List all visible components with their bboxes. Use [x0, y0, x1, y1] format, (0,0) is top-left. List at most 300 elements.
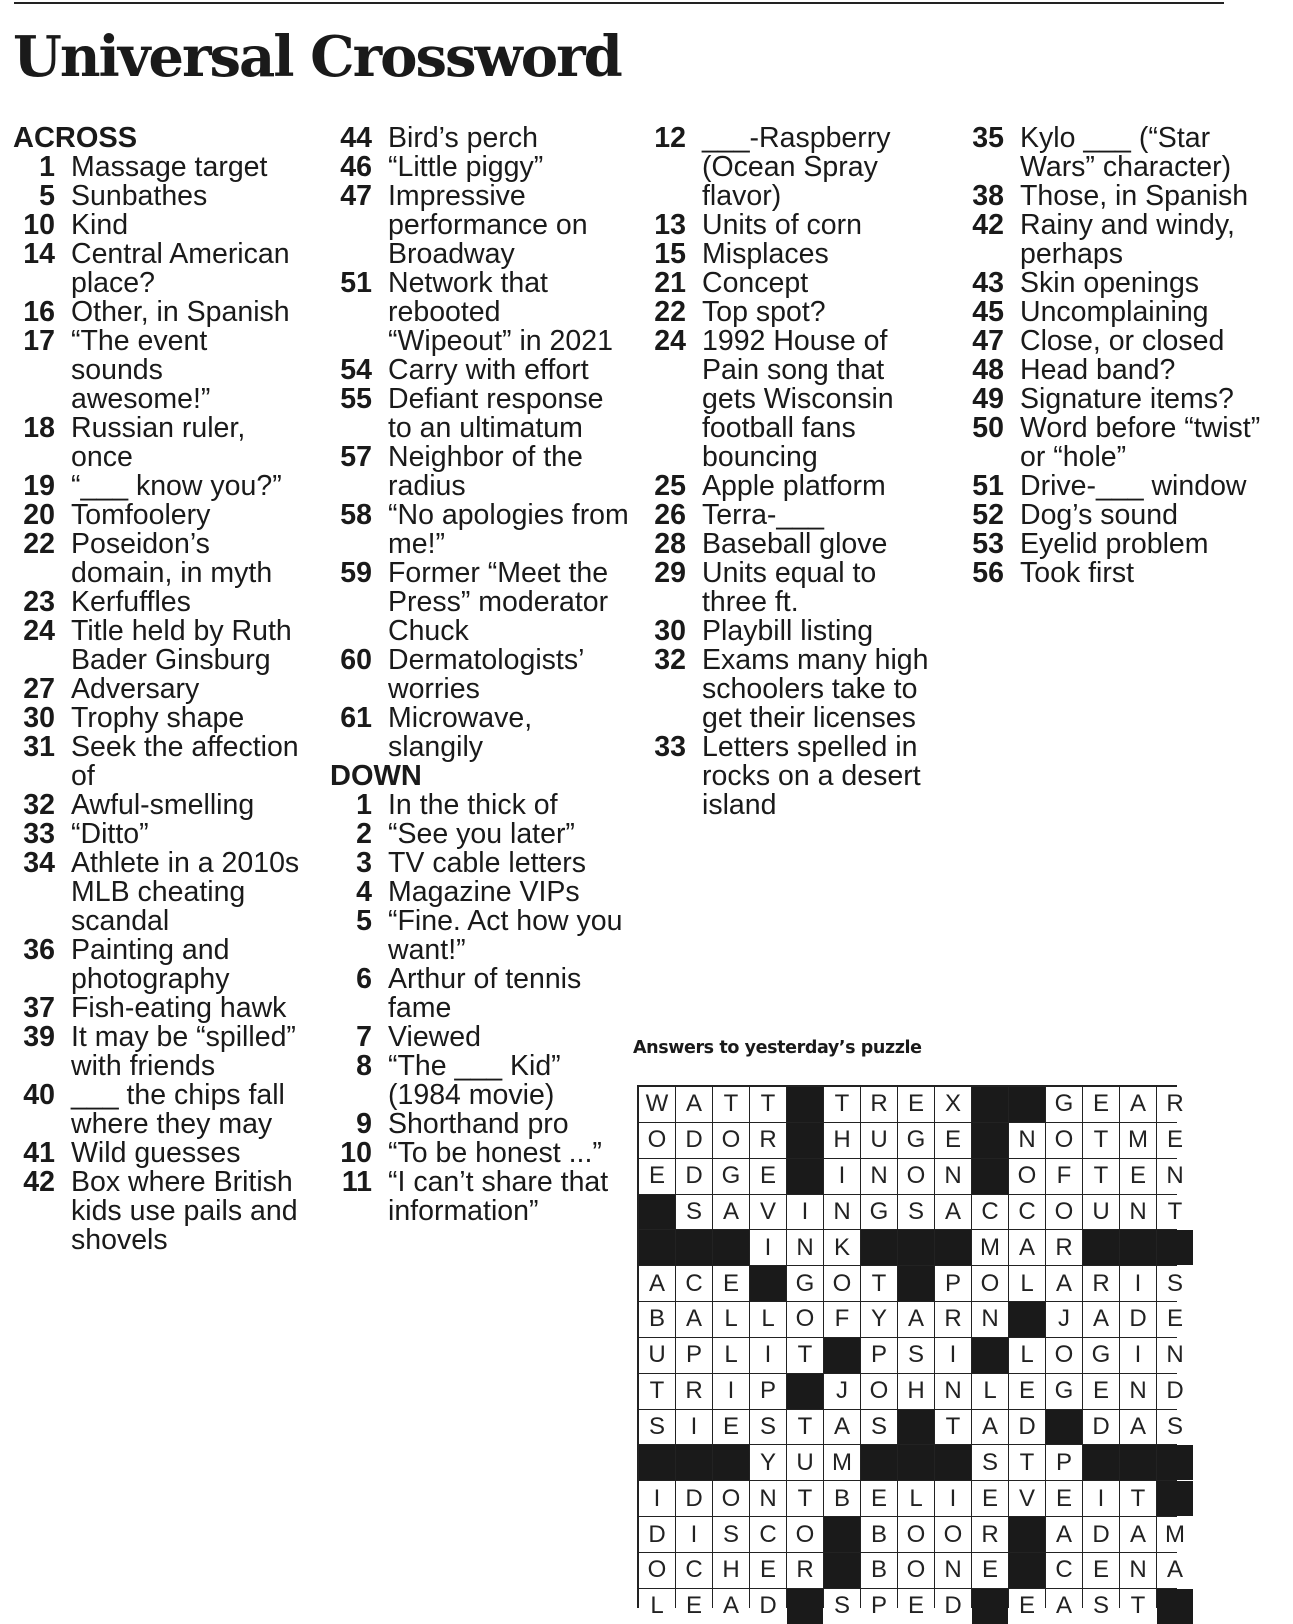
clue-text: Painting and photography — [71, 934, 230, 995]
grid-letter: N — [935, 1374, 971, 1409]
grid-letter: E — [1157, 1123, 1193, 1158]
down-clue — [962, 356, 1262, 385]
grid-letter: A — [713, 1589, 749, 1624]
grid-black-square — [787, 1087, 823, 1122]
clue-number: 2 — [356, 818, 372, 850]
grid-letter: G — [1046, 1374, 1082, 1409]
grid-black-square — [713, 1445, 749, 1480]
grid-black-square — [1083, 1230, 1119, 1265]
clue-number: 39 — [23, 1021, 55, 1053]
grid-letter: I — [1120, 1338, 1156, 1373]
grid-letter: T — [935, 1410, 971, 1445]
grid-letter: O — [639, 1123, 675, 1158]
grid-letter: G — [1046, 1087, 1082, 1122]
grid-letter: A — [1120, 1087, 1156, 1122]
grid-letter: I — [676, 1410, 712, 1445]
grid-letter: I — [676, 1517, 712, 1552]
clue-number: 43 — [972, 267, 1004, 299]
down-clue — [644, 240, 944, 269]
clue-text: “The event sounds awesome!” — [71, 325, 211, 415]
clue-number: 54 — [340, 354, 372, 386]
across-clue — [13, 1023, 303, 1081]
grid-letter: I — [935, 1338, 971, 1373]
grid-letter: A — [1046, 1589, 1082, 1624]
clue-number: 47 — [972, 325, 1004, 357]
clue-number: 55 — [340, 383, 372, 415]
grid-letter: E — [1046, 1481, 1082, 1516]
down-clue — [962, 298, 1262, 327]
clue-number: 36 — [23, 934, 55, 966]
clue-text: Uncomplaining — [1020, 296, 1209, 328]
clue-number: 47 — [340, 180, 372, 212]
grid-letter: V — [750, 1195, 786, 1230]
across-clue — [13, 327, 303, 414]
across-clue — [13, 182, 303, 211]
clue-number: 42 — [23, 1166, 55, 1198]
grid-black-square — [639, 1195, 675, 1230]
down-clue — [962, 559, 1262, 588]
clue-number: 33 — [654, 731, 686, 763]
grid-letter: I — [935, 1481, 971, 1516]
grid-letter: N — [861, 1159, 897, 1194]
grid-letter: S — [676, 1195, 712, 1230]
clue-column-1 — [13, 124, 303, 1255]
clue-text: Letters spelled in rocks on a desert island — [702, 731, 921, 821]
grid-letter: D — [1009, 1410, 1045, 1445]
across-clue — [330, 646, 630, 704]
grid-letter: I — [750, 1338, 786, 1373]
clue-text: Seek the affection of — [71, 731, 299, 792]
grid-letter: I — [824, 1159, 860, 1194]
clue-number: 8 — [356, 1050, 372, 1082]
grid-letter: T — [1009, 1445, 1045, 1480]
clue-number: 10 — [340, 1137, 372, 1169]
grid-black-square — [898, 1266, 934, 1301]
grid-letter: A — [676, 1087, 712, 1122]
grid-letter: C — [676, 1553, 712, 1588]
clue-text: Word before “twist” or “hole” — [1020, 412, 1261, 473]
clue-number: 37 — [23, 992, 55, 1024]
grid-black-square — [1009, 1087, 1045, 1122]
grid-black-square — [935, 1445, 971, 1480]
grid-letter: H — [713, 1553, 749, 1588]
across-clue — [13, 1081, 303, 1139]
clue-text: Exams many high schoolers take to get their licenses — [702, 644, 929, 734]
grid-letter: X — [935, 1087, 971, 1122]
clue-number: 13 — [654, 209, 686, 241]
clue-text: In the thick of — [388, 789, 558, 821]
across-clue — [13, 936, 303, 994]
grid-letter: O — [1009, 1159, 1045, 1194]
grid-black-square — [1157, 1589, 1193, 1624]
grid-letter: G — [898, 1123, 934, 1158]
clue-number: 44 — [340, 122, 372, 154]
grid-letter: N — [935, 1553, 971, 1588]
grid-letter: M — [1120, 1123, 1156, 1158]
grid-letter: P — [861, 1589, 897, 1624]
clue-text: Kind — [71, 209, 129, 241]
clue-text: Kerfuffles — [71, 586, 191, 618]
clue-column-4 — [962, 124, 1262, 588]
clue-text: Units equal to three ft. — [702, 557, 877, 618]
clue-number: 25 — [654, 470, 686, 502]
down-clue — [330, 965, 630, 1023]
down-clue — [644, 733, 944, 820]
clue-number: 17 — [23, 325, 55, 357]
grid-letter: E — [750, 1159, 786, 1194]
clue-text: Magazine VIPs — [388, 876, 580, 908]
grid-letter: T — [861, 1266, 897, 1301]
grid-black-square — [861, 1230, 897, 1265]
across-clue — [13, 588, 303, 617]
clue-number: 5 — [356, 905, 372, 937]
clue-text: “Ditto” — [71, 818, 149, 850]
grid-letter: K — [824, 1230, 860, 1265]
clue-number: 26 — [654, 499, 686, 531]
down-clue — [962, 530, 1262, 559]
clue-number: 19 — [23, 470, 55, 502]
across-clue — [13, 675, 303, 704]
grid-letter: S — [898, 1338, 934, 1373]
grid-black-square — [824, 1517, 860, 1552]
grid-letter: A — [935, 1195, 971, 1230]
clue-text: It may be “spilled” with friends — [71, 1021, 296, 1082]
clue-number: 58 — [340, 499, 372, 531]
grid-black-square — [639, 1445, 675, 1480]
down-clue — [644, 617, 944, 646]
grid-letter: N — [935, 1159, 971, 1194]
grid-letter: D — [1157, 1374, 1193, 1409]
clue-text: Massage target — [71, 151, 268, 183]
clue-text: Dog’s sound — [1020, 499, 1178, 531]
grid-letter: E — [750, 1553, 786, 1588]
grid-black-square — [1046, 1410, 1082, 1445]
grid-letter: D — [676, 1123, 712, 1158]
grid-letter: E — [1083, 1553, 1119, 1588]
grid-letter: M — [824, 1445, 860, 1480]
grid-letter: T — [639, 1374, 675, 1409]
down-clue — [962, 501, 1262, 530]
clue-number: 33 — [23, 818, 55, 850]
down-clue — [330, 1023, 630, 1052]
clue-text: Took first — [1020, 557, 1135, 589]
grid-letter: A — [1046, 1517, 1082, 1552]
across-clue — [13, 617, 303, 675]
down-clue — [962, 182, 1262, 211]
grid-letter: N — [787, 1230, 823, 1265]
clue-text: Microwave, slangily — [388, 702, 533, 763]
clue-number: 6 — [356, 963, 372, 995]
grid-letter: B — [861, 1517, 897, 1552]
across-clue — [13, 849, 303, 936]
grid-letter: T — [1083, 1123, 1119, 1158]
clue-text: “See you later” — [388, 818, 575, 850]
grid-letter: O — [935, 1517, 971, 1552]
clue-text: Shorthand pro — [388, 1108, 569, 1140]
grid-letter: N — [1120, 1195, 1156, 1230]
grid-letter: S — [639, 1410, 675, 1445]
clue-number: 31 — [23, 731, 55, 763]
grid-letter: O — [898, 1517, 934, 1552]
grid-letter: G — [787, 1266, 823, 1301]
grid-letter: L — [639, 1589, 675, 1624]
grid-letter: M — [972, 1230, 1008, 1265]
grid-letter: E — [1009, 1589, 1045, 1624]
down-clue — [962, 124, 1262, 182]
grid-letter: I — [1120, 1266, 1156, 1301]
grid-black-square — [972, 1123, 1008, 1158]
grid-letter: C — [750, 1517, 786, 1552]
clue-number: 53 — [972, 528, 1004, 560]
grid-letter: E — [972, 1481, 1008, 1516]
across-clue — [13, 472, 303, 501]
grid-letter: D — [935, 1589, 971, 1624]
clue-number: 15 — [654, 238, 686, 270]
grid-letter: E — [676, 1589, 712, 1624]
grid-letter: A — [1120, 1410, 1156, 1445]
clue-text: Wild guesses — [71, 1137, 241, 1169]
grid-letter: P — [1046, 1445, 1082, 1480]
grid-letter: R — [935, 1302, 971, 1337]
grid-letter: S — [1157, 1410, 1193, 1445]
grid-letter: S — [972, 1445, 1008, 1480]
grid-letter: U — [639, 1338, 675, 1373]
clue-number: 1 — [39, 151, 55, 183]
page-title: Universal Crossword — [13, 24, 621, 90]
across-clue — [330, 704, 630, 762]
grid-letter: E — [935, 1123, 971, 1158]
clue-text: Close, or closed — [1020, 325, 1225, 357]
grid-black-square — [972, 1087, 1008, 1122]
clue-text: Misplaces — [702, 238, 829, 270]
grid-letter: O — [1046, 1195, 1082, 1230]
clue-text: Title held by Ruth Bader Ginsburg — [71, 615, 292, 676]
down-clue — [330, 1052, 630, 1110]
across-clue — [13, 1139, 303, 1168]
grid-letter: O — [1046, 1123, 1082, 1158]
clue-number: 20 — [23, 499, 55, 531]
grid-letter: D — [750, 1589, 786, 1624]
down-clue — [644, 211, 944, 240]
clue-number: 22 — [654, 296, 686, 328]
clue-text: Arthur of tennis fame — [388, 963, 582, 1024]
clue-text: Terra-___ — [702, 499, 824, 531]
grid-letter: O — [898, 1553, 934, 1588]
grid-black-square — [898, 1445, 934, 1480]
clue-number: 9 — [356, 1108, 372, 1140]
grid-letter: S — [898, 1195, 934, 1230]
clue-number: 24 — [654, 325, 686, 357]
grid-letter: D — [639, 1517, 675, 1552]
clue-number: 40 — [23, 1079, 55, 1111]
clue-text: Athlete in a 2010s MLB cheating scandal — [71, 847, 300, 937]
grid-black-square — [898, 1410, 934, 1445]
down-clue — [644, 124, 944, 211]
grid-black-square — [972, 1338, 1008, 1373]
grid-black-square — [676, 1445, 712, 1480]
grid-letter: Y — [861, 1302, 897, 1337]
clue-number: 50 — [972, 412, 1004, 444]
clue-text: Sunbathes — [71, 180, 208, 212]
clue-number: 5 — [39, 180, 55, 212]
grid-letter: H — [898, 1374, 934, 1409]
grid-letter: A — [1120, 1517, 1156, 1552]
across-clue — [13, 298, 303, 327]
clue-column-3 — [644, 124, 944, 820]
clue-text: Impressive performance on Broadway — [388, 180, 588, 270]
grid-letter: N — [1120, 1374, 1156, 1409]
grid-letter: T — [750, 1087, 786, 1122]
down-clue — [644, 559, 944, 617]
grid-black-square — [935, 1230, 971, 1265]
grid-letter: E — [972, 1553, 1008, 1588]
down-clue — [644, 646, 944, 733]
grid-letter: A — [676, 1302, 712, 1337]
grid-letter: R — [1046, 1230, 1082, 1265]
clue-number: 52 — [972, 499, 1004, 531]
clue-text: Viewed — [388, 1021, 481, 1053]
clue-number: 3 — [356, 847, 372, 879]
grid-black-square — [1120, 1445, 1156, 1480]
grid-letter: E — [1083, 1087, 1119, 1122]
grid-letter: T — [787, 1338, 823, 1373]
clue-text: “Fine. Act how you want!” — [388, 905, 623, 966]
clue-text: 1992 House of Pain song that gets Wisconsin football fans bouncing — [702, 325, 894, 473]
grid-black-square — [1009, 1553, 1045, 1588]
across-clue — [13, 414, 303, 472]
grid-letter: G — [1083, 1338, 1119, 1373]
grid-letter: L — [750, 1302, 786, 1337]
across-clue — [13, 153, 303, 182]
clue-text: Those, in Spanish — [1020, 180, 1249, 212]
clue-number: 42 — [972, 209, 1004, 241]
clue-number: 14 — [23, 238, 55, 270]
clue-number: 16 — [23, 296, 55, 328]
down-clue — [330, 907, 630, 965]
grid-letter: S — [750, 1410, 786, 1445]
clue-text: “To be honest ...” — [388, 1137, 602, 1169]
grid-letter: U — [1083, 1195, 1119, 1230]
grid-letter: O — [639, 1553, 675, 1588]
grid-letter: M — [1157, 1517, 1193, 1552]
clue-text: Kylo ___ (“Star Wars” character) — [1020, 122, 1232, 183]
grid-letter: E — [1009, 1374, 1045, 1409]
across-clue — [330, 153, 630, 182]
grid-black-square — [639, 1230, 675, 1265]
grid-letter: A — [898, 1302, 934, 1337]
grid-letter: P — [676, 1338, 712, 1373]
down-clue — [330, 878, 630, 907]
grid-letter: A — [824, 1410, 860, 1445]
answer-grid — [637, 1085, 1185, 1620]
grid-letter: F — [1046, 1159, 1082, 1194]
across-clue — [13, 1168, 303, 1255]
grid-letter: P — [935, 1266, 971, 1301]
across-clue — [13, 994, 303, 1023]
grid-black-square — [787, 1589, 823, 1624]
clue-number: 51 — [972, 470, 1004, 502]
clue-text: Playbill listing — [702, 615, 874, 647]
across-clue — [330, 443, 630, 501]
clue-text: Eyelid problem — [1020, 528, 1209, 560]
grid-letter: O — [861, 1374, 897, 1409]
grid-letter: O — [787, 1517, 823, 1552]
grid-letter: A — [1046, 1266, 1082, 1301]
clue-number: 38 — [972, 180, 1004, 212]
clue-number: 49 — [972, 383, 1004, 415]
grid-black-square — [787, 1123, 823, 1158]
grid-letter: E — [1120, 1159, 1156, 1194]
clue-number: 60 — [340, 644, 372, 676]
clue-text: Top spot? — [702, 296, 826, 328]
grid-letter: T — [787, 1481, 823, 1516]
across-clue — [13, 704, 303, 733]
clue-number: 12 — [654, 122, 686, 154]
grid-letter: A — [972, 1410, 1008, 1445]
grid-letter: S — [824, 1589, 860, 1624]
clue-text: Apple platform — [702, 470, 886, 502]
clue-number: 35 — [972, 122, 1004, 154]
answers-label: Answers to yesterday’s puzzle — [633, 1038, 922, 1058]
grid-letter: S — [1157, 1266, 1193, 1301]
grid-letter: D — [676, 1481, 712, 1516]
grid-letter: R — [750, 1123, 786, 1158]
clue-number: 1 — [356, 789, 372, 821]
clue-text: Fish-eating hawk — [71, 992, 287, 1024]
grid-black-square — [972, 1589, 1008, 1624]
grid-black-square — [787, 1159, 823, 1194]
clue-text: Carry with effort — [388, 354, 589, 386]
grid-letter: I — [639, 1481, 675, 1516]
across-clue — [330, 501, 630, 559]
grid-letter: A — [1083, 1302, 1119, 1337]
grid-letter: N — [972, 1302, 1008, 1337]
down-clue — [962, 414, 1262, 472]
grid-letter: R — [972, 1517, 1008, 1552]
grid-black-square — [898, 1230, 934, 1265]
clue-number: 22 — [23, 528, 55, 560]
down-clue — [330, 1168, 630, 1226]
grid-letter: B — [824, 1481, 860, 1516]
grid-letter: W — [639, 1087, 675, 1122]
across-clue — [13, 530, 303, 588]
clue-text: Head band? — [1020, 354, 1176, 386]
down-clue — [330, 791, 630, 820]
clue-text: ___-Raspberry (Ocean Spray flavor) — [702, 122, 891, 212]
grid-letter: O — [898, 1159, 934, 1194]
grid-black-square — [1157, 1230, 1193, 1265]
grid-letter: E — [639, 1159, 675, 1194]
grid-letter: J — [1046, 1302, 1082, 1337]
clue-text: Bird’s perch — [388, 122, 538, 154]
clue-number: 48 — [972, 354, 1004, 386]
grid-letter: T — [1157, 1195, 1193, 1230]
grid-letter: I — [1083, 1481, 1119, 1516]
across-clue — [13, 820, 303, 849]
grid-letter: R — [861, 1087, 897, 1122]
grid-letter: N — [1157, 1159, 1193, 1194]
clue-number: 7 — [356, 1021, 372, 1053]
clue-text: Awful-smelling — [71, 789, 255, 821]
grid-letter: B — [639, 1302, 675, 1337]
clue-number: 11 — [341, 1166, 372, 1198]
across-clue — [330, 182, 630, 269]
down-clue — [644, 501, 944, 530]
clue-text: Former “Meet the Press” moderator Chuck — [388, 557, 609, 647]
grid-letter: O — [824, 1266, 860, 1301]
clue-number: 10 — [23, 209, 55, 241]
grid-letter: T — [1120, 1481, 1156, 1516]
